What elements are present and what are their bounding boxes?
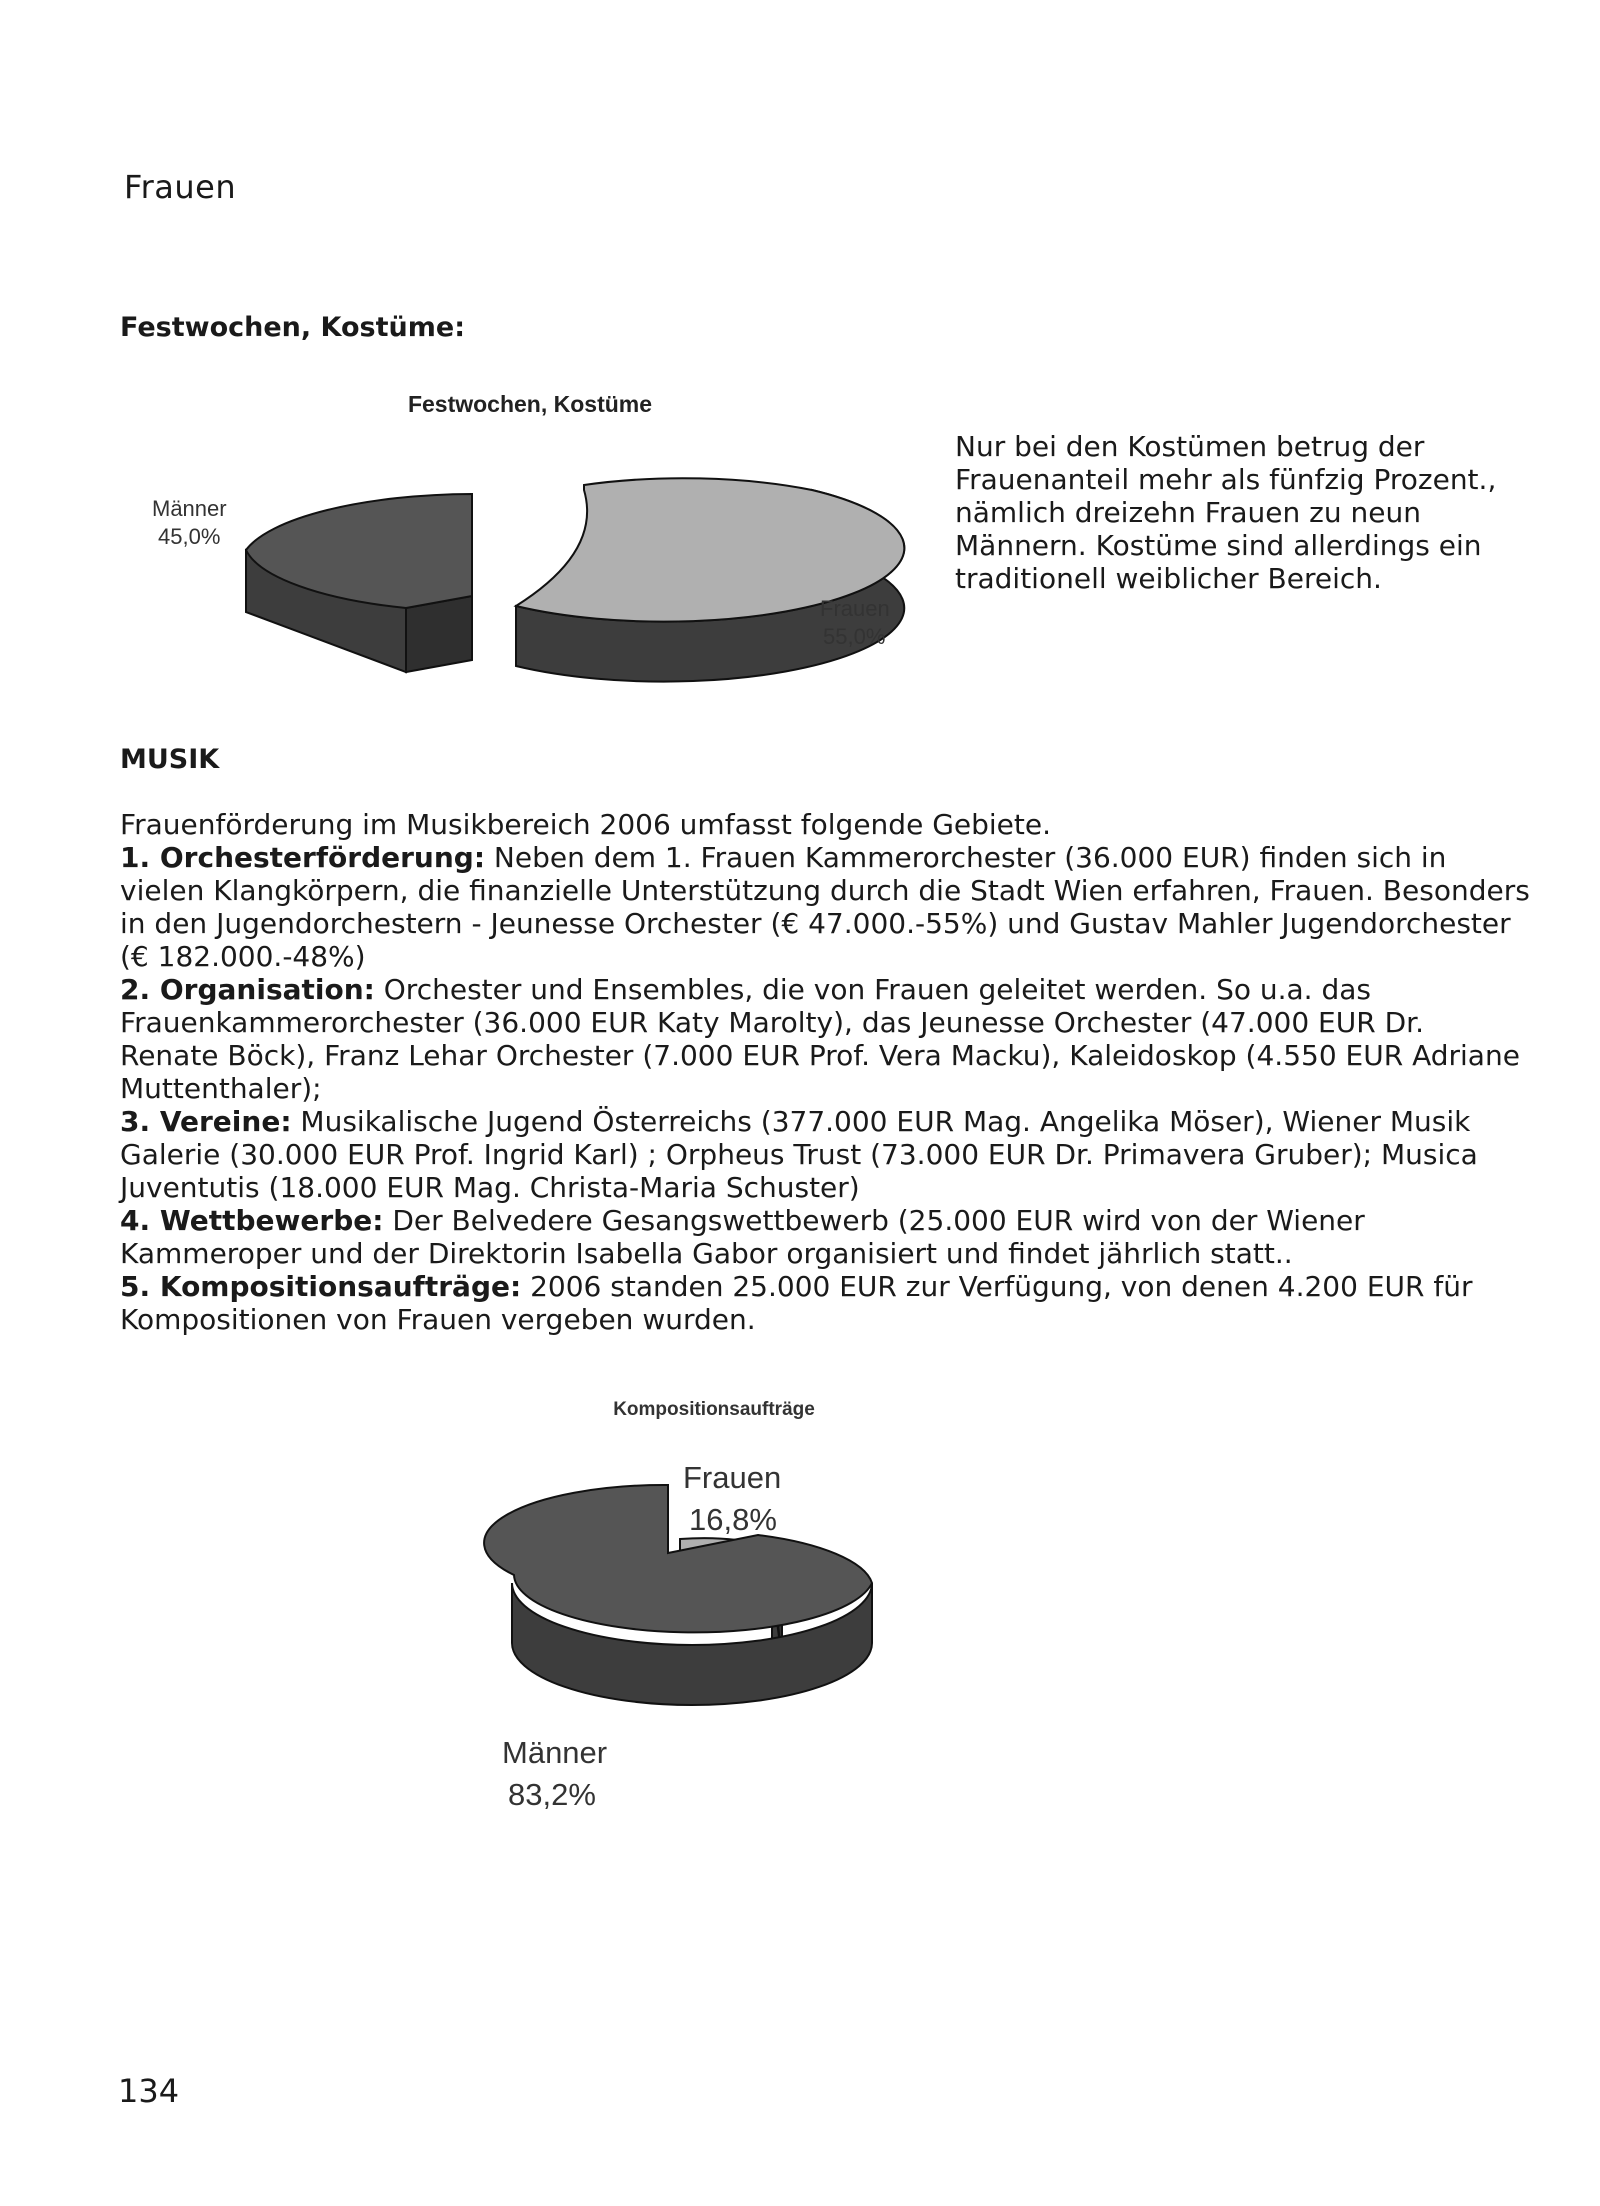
chart-title: Festwochen, Kostüme [407,391,653,417]
pie-chart-festwochen [140,380,920,670]
pie-label-value: 45,0% [158,524,221,549]
item-label: 2. Organisation: [120,973,375,1006]
page-number: 134 [118,2072,180,2110]
pie-label-value: 16,8% [689,1502,777,1537]
pie-slice-maenner [246,494,472,672]
item-label: 3. Vereine: [120,1105,292,1138]
section-heading-musik: MUSIK [120,744,220,775]
pie-label-name: Männer [502,1735,608,1770]
pie-label-name: Frauen [683,1460,782,1495]
pie-label-name: Frauen [820,596,890,621]
item-text: Neben dem 1. Frauen Kammerorchester (36.000 EUR) finden sich in vielen Klangkörpern, die finanzielle Unterstützung durch die Stadt Wien erfahren, Frauen. Besonders in den Jugendorchestern - Jeunesse Orchester (€ 47.000.-55%) und Gustav Mahler Jugendorchester (€ 182.000.-48%) [120,841,1530,973]
item-text: Musikalische Jugend Österreichs (377.000 EUR Mag. Angelika Möser), Wiener Musik Galerie (30.000 EUR Prof. Ingrid Karl) ; Orpheus Trust (73.000 EUR Dr. Primavera Gruber); Musica Juventutis (18.000 EUR Mag. Christa-Maria Schuster) [120,1105,1478,1204]
item-text: Der Belvedere Gesangswettbewerb (25.000 EUR wird von der Wiener Kammeroper und der Direktorin Isabella Gabor organisiert und findet jährlich statt.. [120,1204,1365,1270]
pie-label-name: Männer [152,496,227,521]
list-item [120,1270,1530,1336]
list-item [120,1204,1530,1270]
item-label: 1. Orchesterförderung: [120,841,486,874]
list-item [120,841,1530,973]
pie-chart-kompositionsauftraege [440,1385,1000,1835]
pie-label-value: 83,2% [508,1777,596,1812]
pie-label-value: 55,0% [823,624,886,649]
item-text: Orchester und Ensembles, die von Frauen geleitet werden. So u.a. das Frauenkammerorchester (36.000 EUR Katy Marolty), das Jeunesse Orchester (47.000 EUR Dr. Renate Böck), Franz Lehar Orchester (7.000 EUR Prof. Vera Macku), Kaleidoskop (4.550 EUR Adriane Muttenthaler); [120,973,1520,1105]
list-item [120,1105,1530,1204]
item-text: 2006 standen 25.000 EUR zur Verfügung, von denen 4.200 EUR für Kompositionen von Frauen vergeben wurden. [120,1270,1473,1336]
pie-slice-frauen [516,478,904,681]
musik-body [120,808,1530,1336]
item-label: 4. Wettbewerbe: [120,1204,384,1237]
item-label: 5. Kompositionsaufträge: [120,1270,522,1303]
section-heading-festwochen: Festwochen, Kostüme: [120,312,465,343]
festwochen-side-text: Nur bei den Kostümen betrug der Frauenanteil mehr als fünfzig Prozent., nämlich dreizehn Frauen zu neun Männern. Kostüme sind allerdings ein traditionell weiblicher Bereich. [955,430,1497,595]
list-item [120,973,1530,1105]
chart-title: Kompositionsaufträge [613,1399,815,1420]
running-head: Frauen [124,168,237,206]
musik-intro: Frauenförderung im Musikbereich 2006 umfasst folgende Gebiete. [120,808,1051,841]
pie-slice-maenner [484,1485,872,1705]
